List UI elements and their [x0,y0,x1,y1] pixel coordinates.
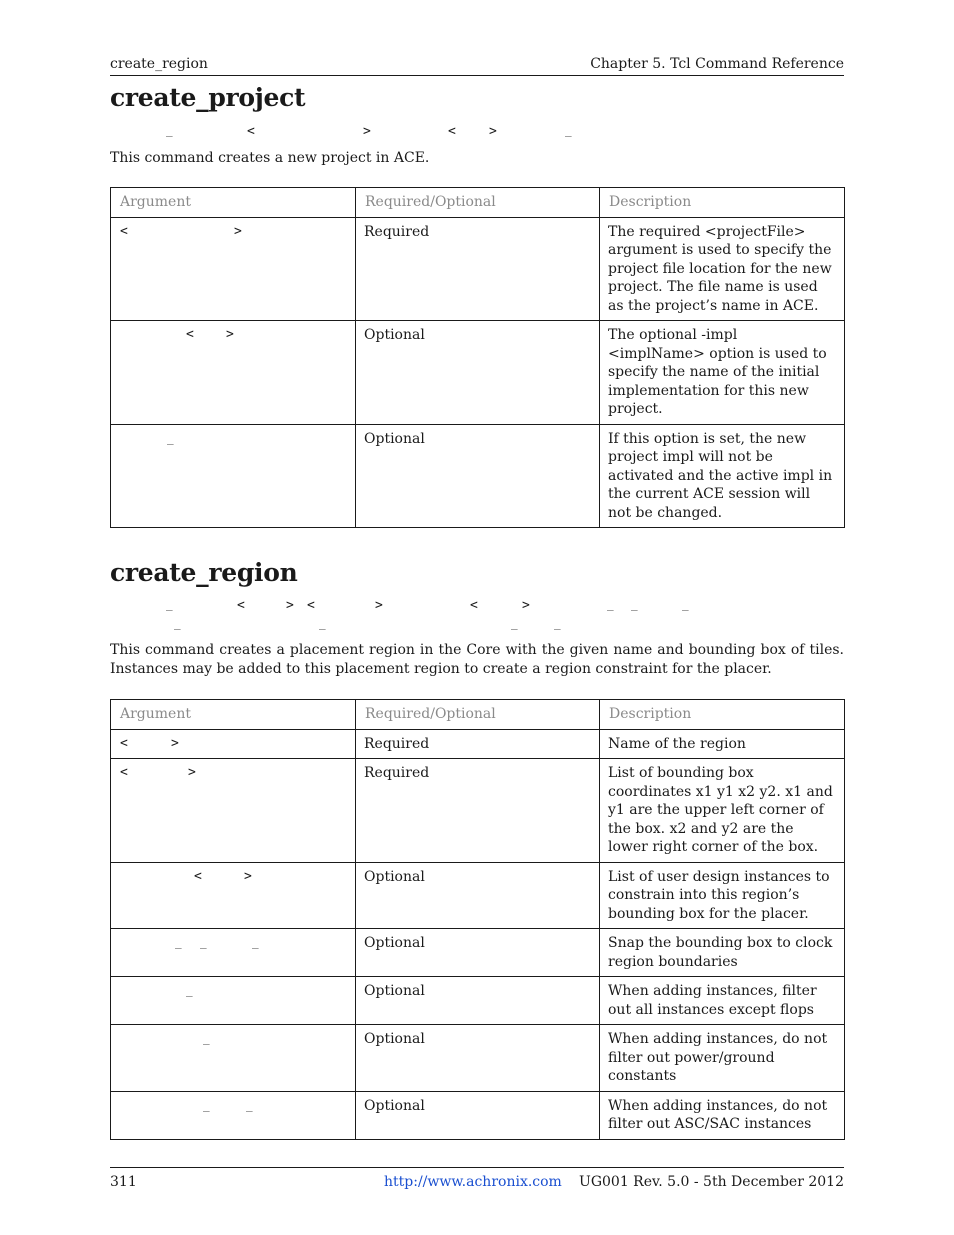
arg-glyph: < [120,223,128,239]
argument-cell [111,1091,356,1139]
syntax-glyph: > [375,598,383,613]
arg-glyph: < [120,735,128,751]
description-cell: Snap the bounding box to clock region boundaries [600,929,845,977]
argument-cell [111,217,356,321]
syntax-glyph: _ [511,617,518,630]
argument-cell [111,929,356,977]
header-rule [110,75,844,76]
revision-info: UG001 Rev. 5.0 - 5th December 2012 [579,1174,844,1190]
argument-cell [111,424,356,528]
create-region-title: create_region [110,558,298,587]
footer-rule [110,1167,844,1168]
syntax-glyph: _ [682,598,689,611]
arg-glyph: _ [186,984,193,997]
description-cell: The required <projectFile> argument is used to specify the project file location for the new project. The file name is used as the project’s name in ACE. [600,217,845,321]
page-footer [110,1174,844,1194]
arg-glyph: > [244,868,252,884]
header-chapter-title: Chapter 5. Tcl Command Reference [590,56,844,72]
create-region-syntax-line-2 [110,617,844,633]
required-cell: Optional [356,321,600,425]
argument-cell [111,759,356,863]
argument-cell [111,321,356,425]
create-region-syntax-line-1 [110,598,844,614]
arg-glyph: < [120,765,128,780]
syntax-glyph: _ [319,617,326,630]
syntax-glyph: > [363,124,371,139]
syntax-glyph: _ [554,617,561,630]
arg-glyph: < [186,327,194,342]
table-row [111,321,845,425]
syntax-glyph: < [247,124,255,139]
syntax-glyph: > [489,124,497,139]
create-project-description: This command creates a new project in ACE. [110,150,430,166]
column-header-description: Description [600,700,845,730]
description-cell: If this option is set, the new project impl will not be activated and the active impl in the current ACE session will not be changed. [600,424,845,528]
required-cell: Optional [356,862,600,929]
table-header-row [111,700,845,730]
column-header-required: Required/Optional [356,700,600,730]
arg-glyph: _ [252,936,259,949]
arg-glyph: < [194,868,202,884]
description-cell: List of bounding box coordinates x1 y1 x2 y2. x1 and y1 are the upper left corner of the box. x2 and y2 are the lower right corner of the box. [600,759,845,863]
table-row [111,424,845,528]
syntax-glyph: _ [631,598,638,611]
required-cell: Optional [356,1091,600,1139]
column-header-required: Required/Optional [356,188,600,218]
table-row [111,1091,845,1139]
description-cell: The optional -impl <implName> option is used to specify the name of the initial implementation for this new project. [600,321,845,425]
arg-glyph: _ [167,431,174,445]
create-region-description: This command creates a placement region in the Core with the given name and bounding box of tiles. Instances may be added to this placement region to create a region constraint for the placer. [110,642,844,677]
arg-glyph: _ [246,1098,253,1112]
table-row [111,929,845,977]
table-row [111,217,845,321]
required-cell: Optional [356,977,600,1025]
syntax-glyph: > [522,598,530,613]
running-header [110,56,844,76]
description-cell: When adding instances, do not filter out ASC/SAC instances [600,1091,845,1139]
column-header-description: Description [600,188,845,218]
header-section-name: create_region [110,56,208,72]
table-header-row [111,188,845,218]
syntax-glyph: _ [607,598,614,611]
website-link[interactable]: http://www.achronix.com [384,1174,562,1190]
required-cell: Optional [356,929,600,977]
arg-glyph: _ [203,1032,210,1045]
argument-cell [111,862,356,929]
syntax-glyph: _ [166,598,173,611]
argument-cell [111,1025,356,1092]
syntax-glyph: > [286,598,294,613]
syntax-glyph: < [307,598,315,613]
table-row [111,862,845,929]
create-project-syntax [110,124,844,140]
column-header-argument: Argument [111,188,356,218]
required-cell: Required [356,217,600,321]
table-row [111,759,845,863]
syntax-glyph: _ [166,124,173,137]
arg-glyph: _ [175,936,182,949]
page-number: 311 [110,1174,137,1190]
arg-glyph: _ [200,936,207,949]
required-cell: Required [356,729,600,759]
arg-glyph: > [234,223,242,239]
table-row [111,977,845,1025]
required-cell: Optional [356,1025,600,1092]
required-cell: Optional [356,424,600,528]
arg-glyph: _ [203,1098,210,1112]
create-project-args-table [110,187,845,528]
create-region-args-table [110,699,845,1140]
arg-glyph: > [188,765,196,780]
syntax-glyph: < [237,598,245,613]
table-row [111,729,845,759]
argument-cell [111,977,356,1025]
arg-glyph: > [171,735,179,751]
syntax-glyph: < [448,124,456,139]
syntax-glyph: < [470,598,478,613]
syntax-glyph: _ [565,124,572,137]
argument-cell [111,729,356,759]
description-cell: When adding instances, do not filter out power/ground constants [600,1025,845,1092]
column-header-argument: Argument [111,700,356,730]
create-project-title: create_project [110,83,306,112]
description-cell: Name of the region [600,729,845,759]
syntax-glyph: _ [174,617,181,630]
description-cell: When adding instances, filter out all instances except flops [600,977,845,1025]
required-cell: Required [356,759,600,863]
arg-glyph: > [226,327,234,342]
description-cell: List of user design instances to constrain into this region’s bounding box for the placer. [600,862,845,929]
table-row [111,1025,845,1092]
